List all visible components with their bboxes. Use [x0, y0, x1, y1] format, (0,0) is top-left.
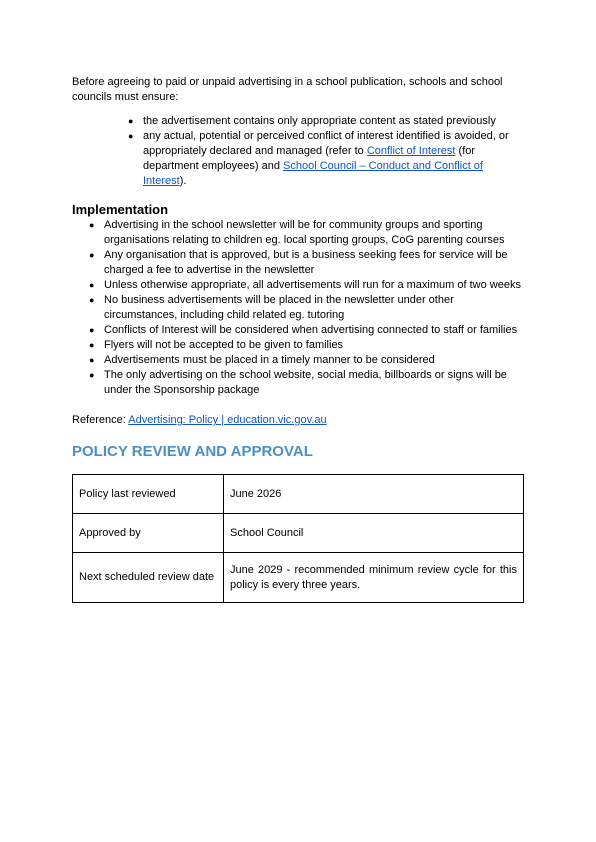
intro-paragraph: Before agreeing to paid or unpaid advertising in a school publication, schools and school councils must ensure:	[72, 76, 503, 103]
reference-label: Reference:	[72, 414, 129, 426]
document-page	[72, 75, 524, 603]
bullet-icon: ●	[128, 131, 134, 141]
implementation-item: Advertisements must be placed in a timely manner to be considered	[104, 354, 435, 366]
bullet-icon: ●	[89, 325, 95, 335]
implementation-heading: Implementation	[72, 202, 169, 217]
list-item	[89, 353, 524, 368]
bullet-icon: ●	[89, 250, 95, 260]
policy-review-heading: POLICY REVIEW AND APPROVAL	[72, 443, 313, 460]
implementation-item: No business advertisements will be placed in the newsletter under other circumstances, including child related eg. tutoring	[104, 294, 454, 321]
list-item	[89, 293, 524, 323]
advertising-policy-link[interactable]: Advertising: Policy | education.vic.gov.au	[128, 414, 327, 426]
table-row	[73, 475, 524, 514]
conflict-of-interest-link[interactable]: Conflict of Interest	[366, 145, 456, 157]
bullet-icon: ●	[128, 116, 134, 126]
bullet-icon: ●	[89, 280, 95, 290]
implementation-item: Any organisation that is approved, but is a business seeking fees for service will be charged a fee to advertise in the newsletter	[104, 249, 508, 276]
school-council-conduct-link[interactable]: School Council – Conduct and Conflict of Interest	[143, 160, 483, 187]
implementation-item: Unless otherwise appropriate, all advertisements will run for a maximum of two weeks	[104, 279, 521, 291]
table-value-cell: School Council	[224, 514, 524, 553]
implementation-item: The only advertising on the school website, social media, billboards or signs will be under the Sponsorship package	[104, 369, 507, 396]
ensure-item-text: any actual, potential or perceived conflict of interest identified is avoided, or appropriately declared and managed (refer to	[143, 130, 509, 157]
implementation-item: Conflicts of Interest will be considered when advertising connected to staff or families	[104, 324, 518, 336]
implementation-item: Advertising in the school newsletter will be for community groups and sporting organisations relating to children eg. local sporting groups, CoG parenting courses	[104, 219, 505, 246]
ensure-item-text: the advertisement contains only appropriate content as stated previously	[143, 115, 496, 127]
list-item	[128, 129, 524, 189]
list-item	[89, 338, 524, 353]
table-key-cell: Next scheduled review date	[73, 553, 224, 603]
table-value-cell: June 2026	[224, 475, 524, 514]
ensure-item-text: ).	[179, 175, 187, 187]
table-key-cell: Policy last reviewed	[73, 475, 224, 514]
list-item	[89, 323, 524, 338]
implementation-item: Flyers will not be accepted to be given to families	[104, 339, 344, 351]
bullet-icon: ●	[89, 295, 95, 305]
table-row	[73, 553, 524, 603]
list-item	[89, 278, 524, 293]
ensure-item-text: (for department employees) and	[143, 145, 476, 172]
list-item	[89, 218, 524, 248]
review-table	[72, 474, 524, 603]
table-key-cell: Approved by	[73, 514, 224, 553]
list-item	[89, 368, 524, 398]
ensure-list	[128, 114, 524, 189]
table-value-cell: June 2029 - recommended minimum review cycle for this policy is every three years.	[224, 553, 524, 603]
bullet-icon: ●	[89, 220, 95, 230]
bullet-icon: ●	[89, 340, 95, 350]
implementation-list	[89, 218, 524, 398]
list-item	[128, 114, 524, 129]
list-item	[89, 248, 524, 278]
table-row	[73, 514, 524, 553]
bullet-icon: ●	[89, 370, 95, 380]
reference-line	[72, 413, 524, 428]
bullet-icon: ●	[89, 355, 95, 365]
